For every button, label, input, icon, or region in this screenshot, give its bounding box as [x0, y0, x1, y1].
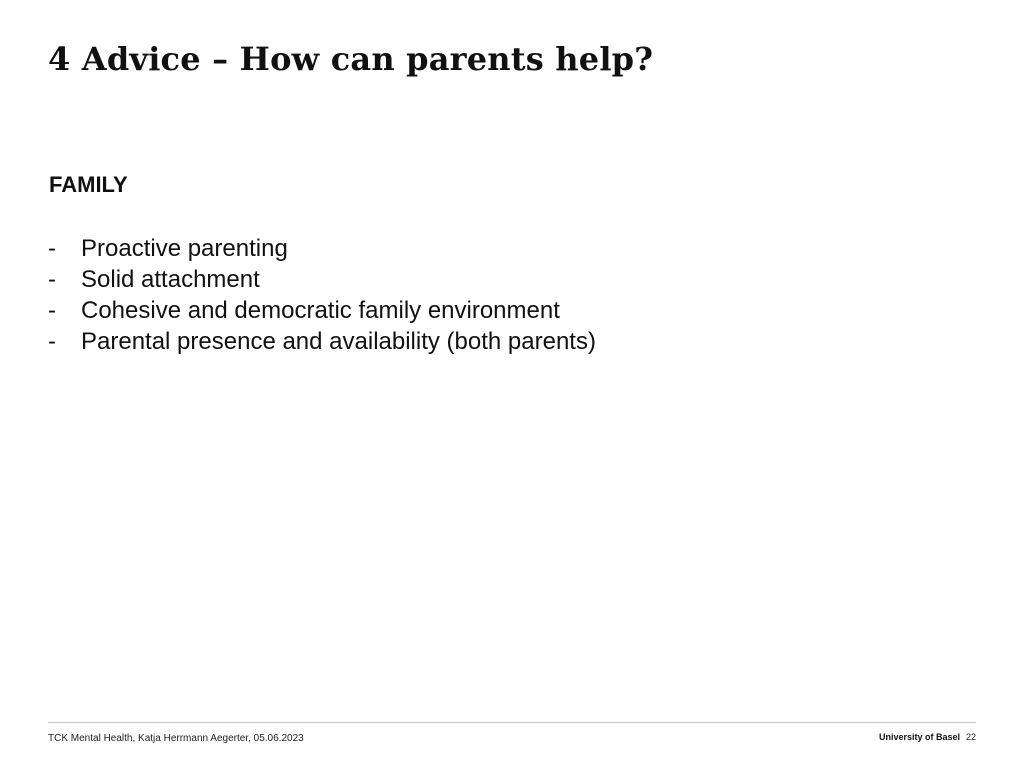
list-item-text: Cohesive and democratic family environment — [81, 297, 560, 324]
bullet-marker: - — [48, 297, 56, 324]
list-item — [48, 233, 596, 264]
list-item — [48, 326, 596, 357]
list-item — [48, 295, 596, 326]
footer-divider — [48, 722, 976, 723]
bullet-marker: - — [48, 266, 56, 293]
list-item-text: Parental presence and availability (both parents) — [81, 328, 596, 355]
university-logo: University of Basel — [878, 732, 960, 742]
footer-branding — [879, 732, 976, 742]
bullet-marker: - — [48, 235, 56, 262]
list-item — [48, 264, 596, 295]
list-item-text: Solid attachment — [81, 266, 260, 293]
slide-title: 4 Advice – How can parents help? — [48, 40, 654, 78]
bullet-list — [48, 233, 596, 357]
list-item-text: Proactive parenting — [81, 235, 288, 262]
footer-citation: TCK Mental Health, Katja Herrmann Aegerter, 05.06.2023 — [48, 733, 304, 744]
bullet-marker: - — [48, 328, 56, 355]
section-heading: FAMILY — [49, 172, 128, 197]
page-number: 22 — [965, 732, 976, 742]
